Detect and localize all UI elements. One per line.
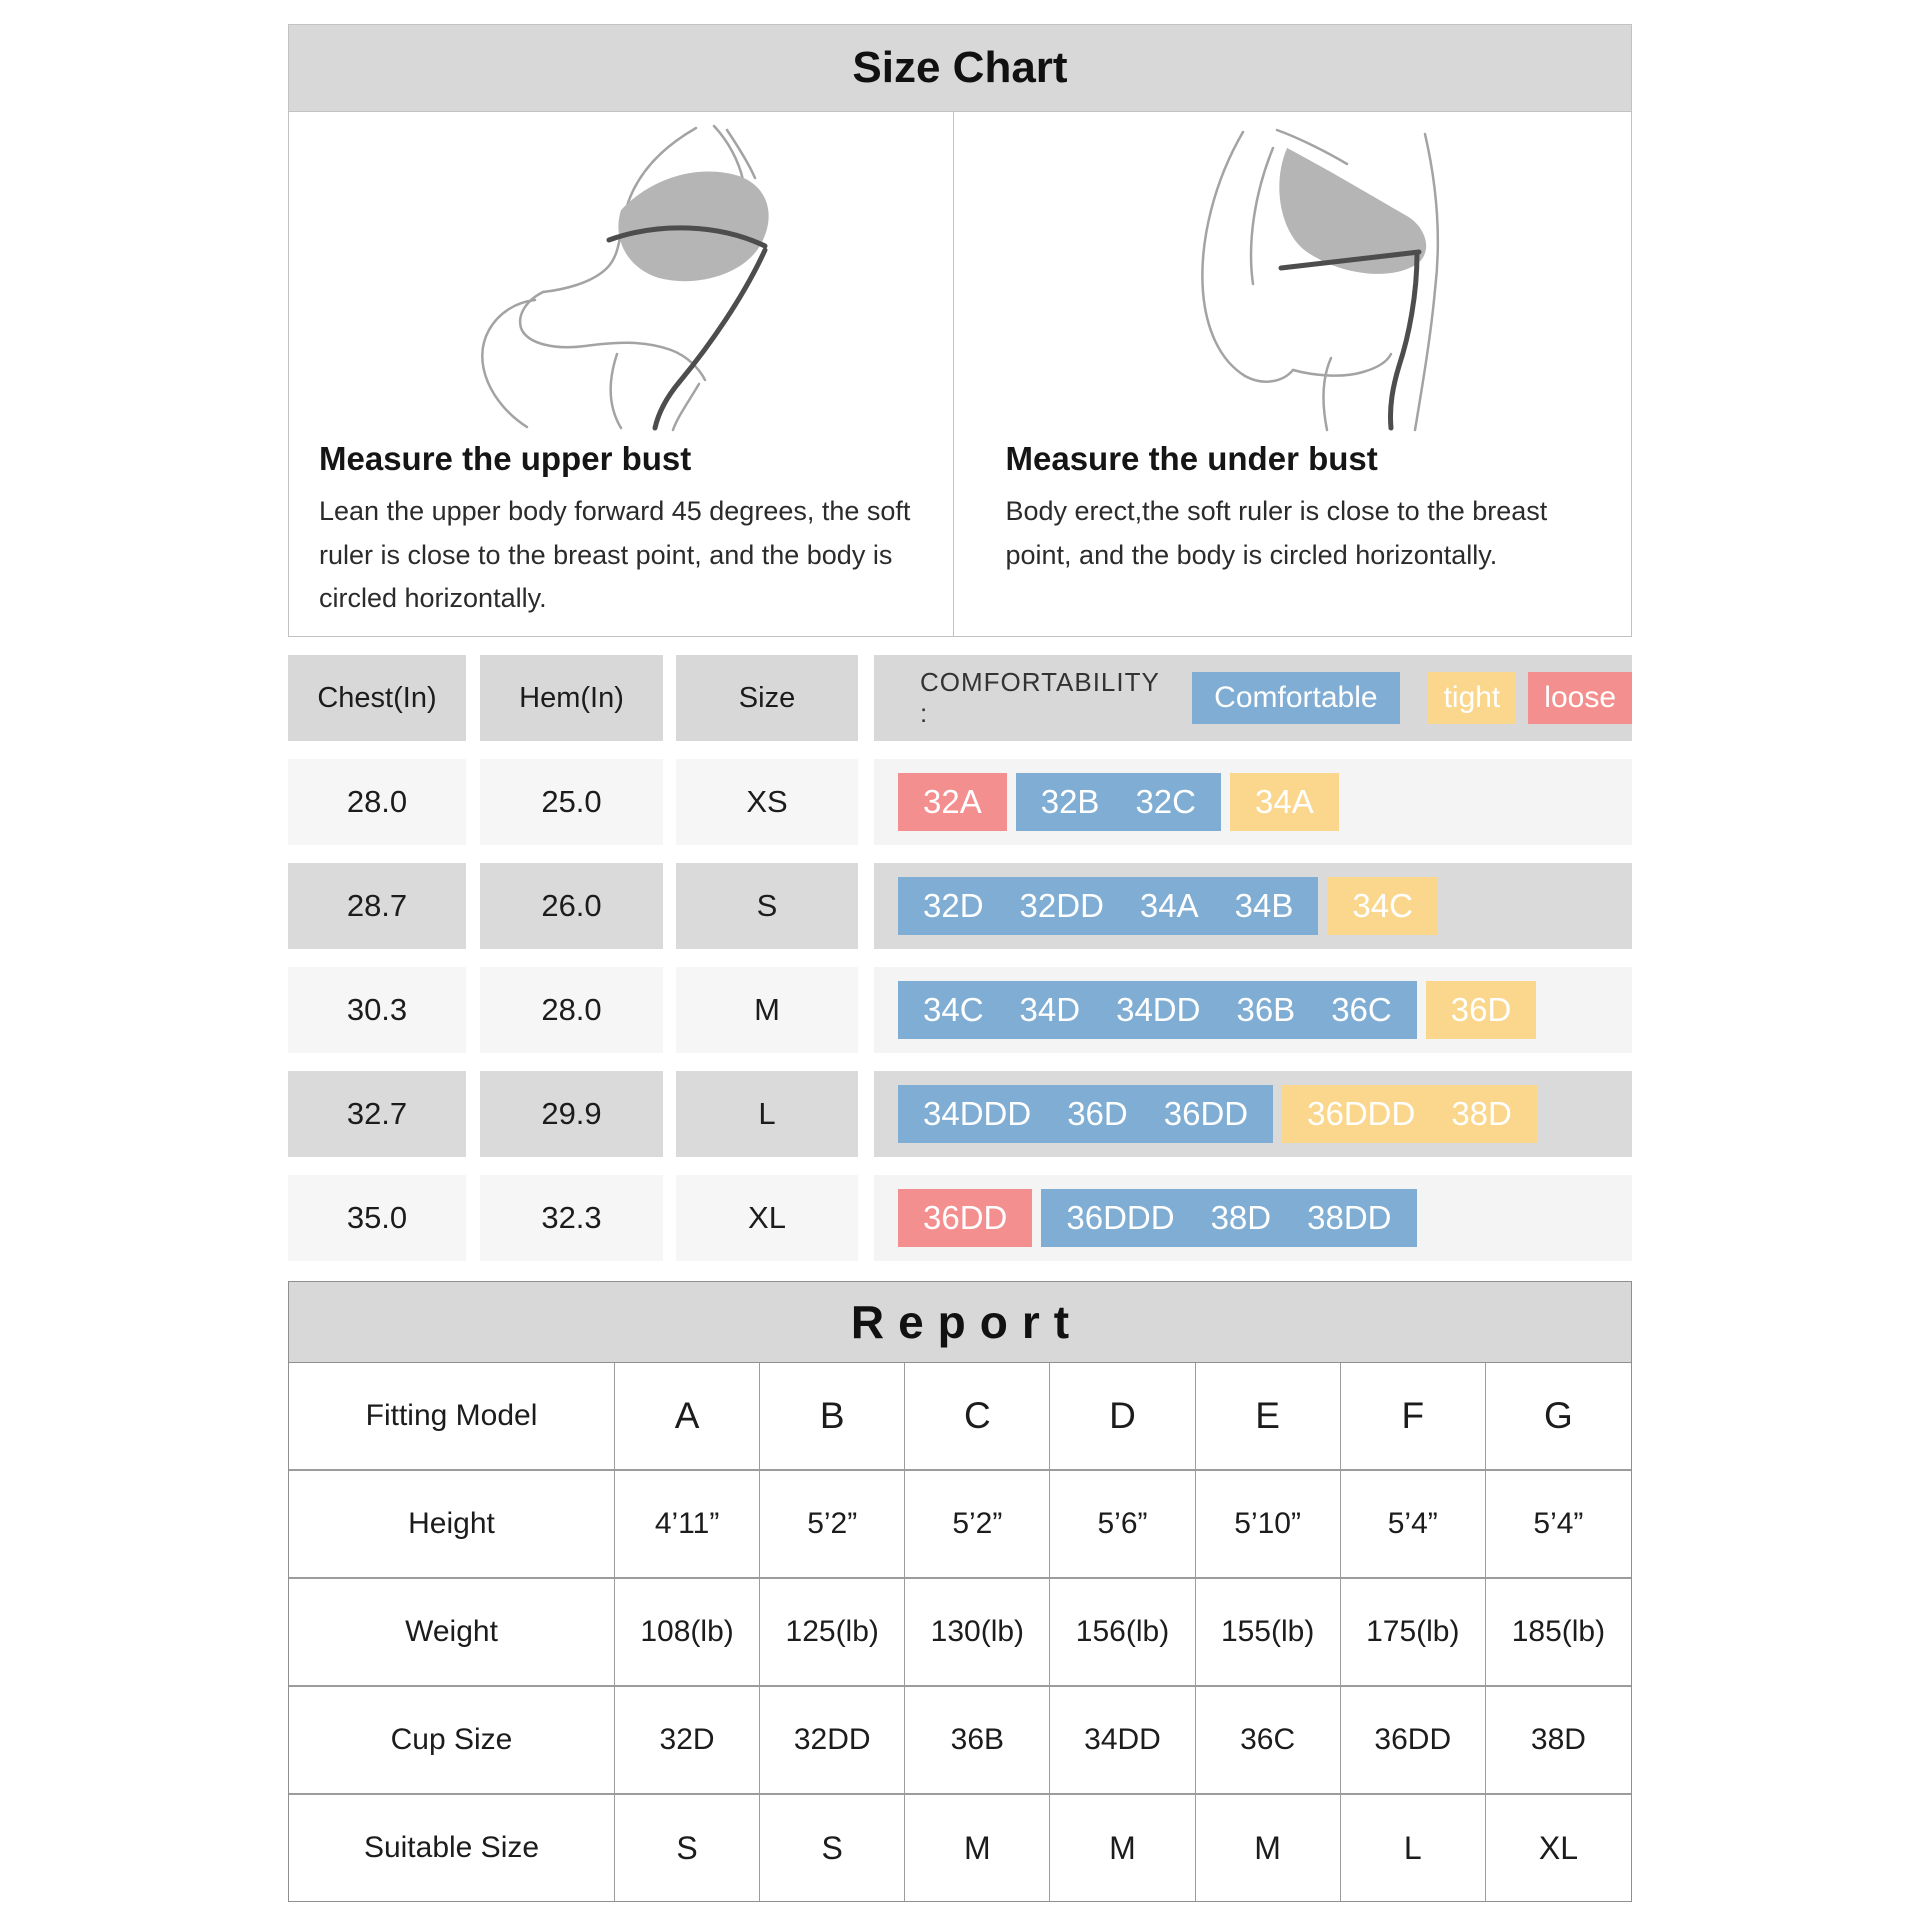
report-section [288,1281,1632,1902]
size-table [288,655,1632,1261]
size-row-xs [288,759,1632,845]
bra-size: 32D [923,887,984,924]
bra-size: 36DDD [1066,1199,1175,1236]
report-value: C [905,1363,1050,1471]
chest-value: 32.7 [288,1071,466,1157]
size-chart-page [288,0,1632,1902]
report-value: 108(lb) [615,1579,760,1687]
bra-size: 36DDD [1307,1095,1416,1132]
report-row-label: Fitting Model [289,1363,615,1471]
bra-size-badge-tight [1327,877,1438,935]
report-value: 155(lb) [1196,1579,1341,1687]
bra-size: 36C [1331,991,1392,1028]
size-table-header-row [288,655,1632,741]
bra-size: 34C [1352,887,1413,924]
report-value: D [1050,1363,1195,1471]
report-value: 32D [615,1687,760,1795]
report-value: 156(lb) [1050,1579,1195,1687]
comfort-strip [874,967,1632,1053]
chest-value: 28.7 [288,863,466,949]
bra-size: 38D [1210,1199,1272,1236]
hem-value: 25.0 [480,759,663,845]
hem-value: 26.0 [480,863,663,949]
size-row-l [288,1071,1632,1157]
under-bust-heading: Measure the under bust [1005,440,1378,477]
bra-size: 36D [1450,991,1512,1028]
measure-section [288,24,1632,637]
comfort-strip [874,759,1632,845]
report-value: G [1486,1363,1631,1471]
report-value: 36C [1196,1687,1341,1795]
report-row-label: Suitable Size [289,1795,615,1901]
report-value: 5’2” [760,1471,905,1579]
bra-size: 38DD [1307,1199,1392,1236]
bra-size: 36DD [923,1199,1008,1236]
size-row-s [288,863,1632,949]
legend-tight-badge: tight [1428,672,1517,724]
bra-size: 32A [923,783,982,820]
report-value: E [1196,1363,1341,1471]
report-row-label: Weight [289,1579,615,1687]
bra-size-badge-loose [898,1189,1032,1247]
report-value: 5’2” [905,1471,1050,1579]
bra-size: 34C [923,991,984,1028]
report-value: L [1341,1795,1486,1901]
size-value: M [676,967,858,1053]
report-value: 5’10” [1196,1471,1341,1579]
chest-value: 28.0 [288,759,466,845]
bra-size-badge-tight [1230,773,1339,831]
measure-columns [289,112,1631,636]
report-value: 4’11” [615,1471,760,1579]
report-value: 125(lb) [760,1579,905,1687]
page-title: Size Chart [289,25,1631,112]
bra-size-badge-comfortable [1041,1189,1416,1247]
chest-column-header: Chest(In) [288,655,466,741]
report-value: M [905,1795,1050,1901]
report-value: 32DD [760,1687,905,1795]
hem-column-header: Hem(In) [480,655,663,741]
report-row-label: Cup Size [289,1687,615,1795]
size-value: L [676,1071,858,1157]
report-value: 36DD [1341,1687,1486,1795]
bra-size: 36D [1067,1095,1128,1132]
chest-value: 35.0 [288,1175,466,1261]
measure-under-bust-column [953,112,1632,636]
measure-upper-bust-column [289,112,953,636]
bra-size: 34DD [1116,991,1201,1028]
hem-value: 32.3 [480,1175,663,1261]
size-value: S [676,863,858,949]
comfort-strip [874,863,1632,949]
bra-size: 32C [1135,783,1196,820]
bra-size: 34DDD [923,1095,1032,1132]
report-value: 130(lb) [905,1579,1050,1687]
report-value: 175(lb) [1341,1579,1486,1687]
bra-size: 36DD [1163,1095,1249,1132]
bra-size-badge-tight [1426,981,1537,1039]
size-value: XS [676,759,858,845]
bra-size: 38D [1451,1095,1512,1132]
report-value: F [1341,1363,1486,1471]
bra-size-badge-tight [1282,1085,1537,1143]
report-value: 185(lb) [1486,1579,1631,1687]
report-value: S [760,1795,905,1901]
bra-size: 34A [1254,783,1314,820]
hem-value: 28.0 [480,967,663,1053]
size-column-header: Size [676,655,858,741]
report-value: XL [1486,1795,1631,1901]
chest-value: 30.3 [288,967,466,1053]
comfortability-label: COMFORTABILITY : [920,667,1160,728]
report-value: 5’6” [1050,1471,1195,1579]
report-table [288,1363,1632,1902]
bra-size: 32DD [1019,887,1104,924]
report-value: A [615,1363,760,1471]
report-value: 36B [905,1687,1050,1795]
report-value: B [760,1363,905,1471]
upper-bust-heading: Measure the upper bust [319,440,692,477]
report-value: S [615,1795,760,1901]
size-table-rows [288,759,1632,1261]
under-bust-text: Body erect,the soft ruler is close to the breast point, and the body is circled horizontally. [1005,496,1548,570]
bra-size: 36B [1236,991,1296,1028]
upper-bust-illustration [409,122,829,432]
report-row-label: Height [289,1471,615,1579]
legend-loose-badge: loose [1528,672,1632,724]
bra-size-badge-comfortable [1016,773,1221,831]
size-value: XL [676,1175,858,1261]
report-value: M [1050,1795,1195,1901]
comfort-strip [874,1071,1632,1157]
size-row-xl [288,1175,1632,1261]
legend-comfortable-badge: Comfortable [1192,672,1399,724]
bra-size-badge-comfortable [898,981,1417,1039]
bra-size-badge-comfortable [898,1085,1273,1143]
size-row-m [288,967,1632,1053]
report-value: 34DD [1050,1687,1195,1795]
comfort-strip [874,1175,1632,1261]
report-value: 38D [1486,1687,1631,1795]
bra-size: 32B [1040,783,1100,820]
bra-size: 34D [1019,991,1081,1028]
bra-size-badge-comfortable [898,877,1318,935]
report-value: 5’4” [1341,1471,1486,1579]
report-value: 5’4” [1486,1471,1631,1579]
upper-bust-text: Lean the upper body forward 45 degrees, the soft ruler is close to the breast point, and the body is circled horizontally. [319,496,911,614]
report-value: M [1196,1795,1341,1901]
bra-size-badge-loose [898,773,1007,831]
bra-size: 34A [1139,887,1199,924]
comfortability-header [874,655,1632,741]
bra-size: 34B [1234,887,1294,924]
hem-value: 29.9 [480,1071,663,1157]
report-title: Report [288,1281,1632,1363]
under-bust-illustration [1095,122,1515,432]
